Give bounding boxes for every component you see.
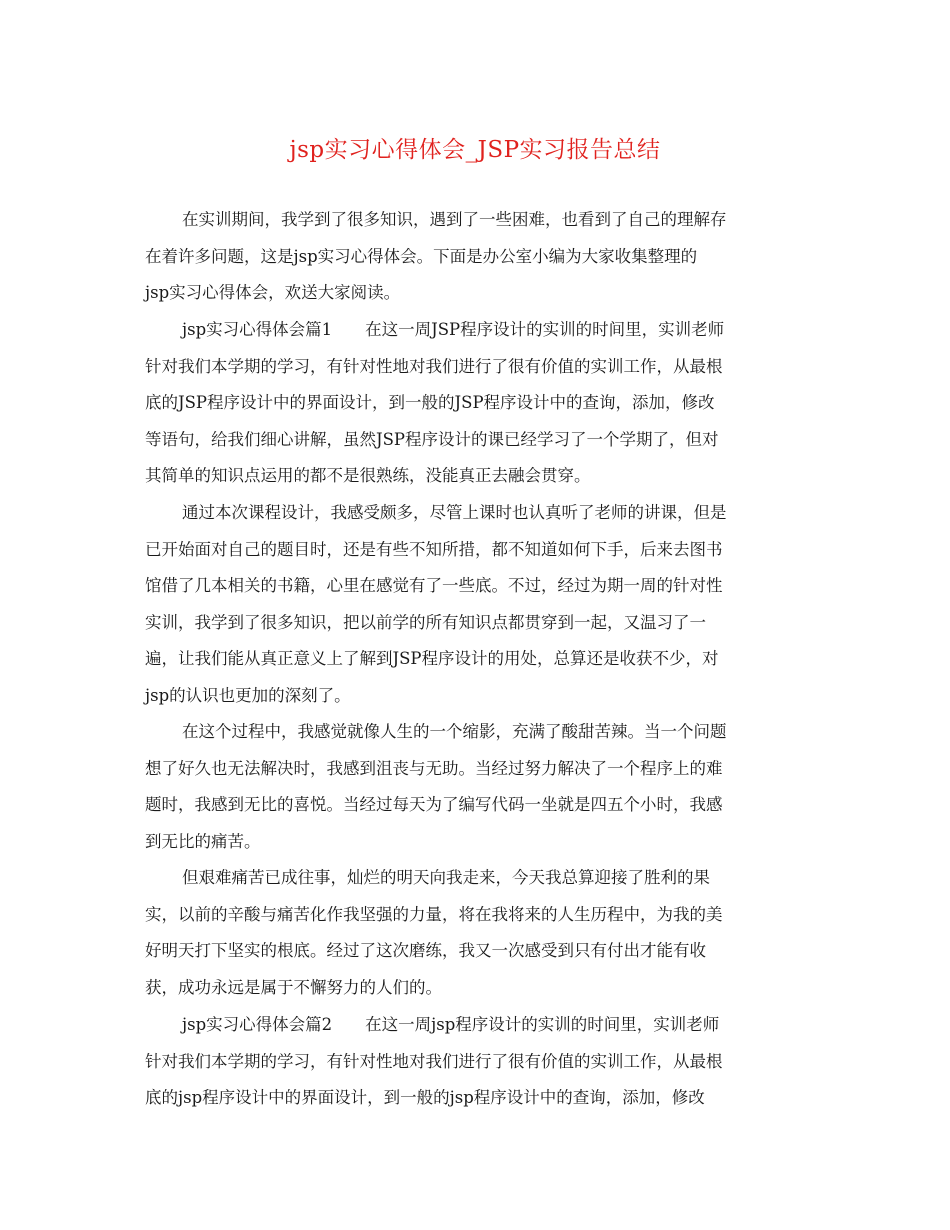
paragraph-article-1-intro bbox=[145, 312, 815, 495]
paragraph-article-2-intro bbox=[145, 1007, 815, 1117]
paragraph-line: 到无比的痛苦。 bbox=[145, 831, 261, 851]
paragraph-line: 已开始面对自己的题目时，还是有些不知所措，都不知道如何下手，后来去图书 bbox=[145, 539, 723, 559]
paragraph-line: 在实训期间，我学到了很多知识，遇到了一些困难，也看到了自己的理解存 bbox=[182, 210, 727, 229]
paragraph-line: 题时，我感到无比的喜悦。当经过每天为了编写代码一坐就是四五个小时，我感 bbox=[145, 795, 723, 815]
paragraph-line: 在这个过程中，我感觉就像人生的一个缩影，充满了酸甜苦辣。当一个问题 bbox=[182, 722, 727, 741]
paragraph-line: jsp的认识也更加的深刻了。 bbox=[145, 685, 351, 705]
document-title: jsp实习心得体会_JSP实习报告总结 bbox=[289, 137, 661, 163]
paragraph-line: 遍，让我们能从真正意义上了解到JSP程序设计的用处，总算还是收获不少，对 bbox=[145, 649, 719, 669]
paragraph-line: jsp实习心得体会篇2 在这一周jsp程序设计的实训的时间里，实训老师 bbox=[182, 1015, 720, 1034]
paragraph-line: 等语句，给我们细心讲解，虽然JSP程序设计的课已经学习了一个学期了，但对 bbox=[145, 429, 719, 449]
paragraph-line: 实，以前的辛酸与痛苦化作我坚强的力量，将在我将来的人生历程中，为我的美 bbox=[145, 904, 723, 924]
paragraph-line: 但艰难痛苦已成往事，灿烂的明天向我走来，今天我总算迎接了胜利的果 bbox=[182, 868, 710, 887]
paragraph-line: 好明天打下坚实的根底。经过了这次磨练，我又一次感受到只有付出才能有收 bbox=[145, 941, 706, 961]
paragraph-line: 底的jsp程序设计中的界面设计，到一般的jsp程序设计中的查询，添加，修改 bbox=[145, 1088, 705, 1108]
paragraph-line: jsp实习心得体会，欢送大家阅读。 bbox=[145, 283, 401, 303]
paragraph-line: 实训，我学到了很多知识，把以前学的所有知识点都贯穿到一起，又温习了一 bbox=[145, 612, 706, 632]
paragraph-line: 在着许多问题，这是jsp实习心得体会。下面是办公室小编为大家收集整理的 bbox=[145, 246, 698, 266]
paragraph-line: 想了好久也无法解决时，我感到沮丧与无助。当经过努力解决了一个程序上的难 bbox=[145, 758, 723, 778]
paragraph-line: 获，成功永远是属于不懈努力的人们的。 bbox=[145, 977, 442, 997]
paragraph-process bbox=[145, 714, 815, 860]
paragraph-reflection bbox=[145, 860, 815, 1006]
paragraph-line: 针对我们本学期的学习，有针对性地对我们进行了很有价值的实训工作，从最根 bbox=[145, 1051, 723, 1071]
paragraph-line: 底的JSP程序设计中的界面设计，到一般的JSP程序设计中的查询，添加，修改 bbox=[145, 393, 715, 413]
paragraph-line: 通过本次课程设计，我感受颇多，尽管上课时也认真听了老师的讲课，但是 bbox=[182, 503, 727, 522]
paragraph-line: 其简单的知识点运用的都不是很熟练，没能真正去融会贯穿。 bbox=[145, 466, 591, 486]
paragraph-line: 馆借了几本相关的书籍，心里在感觉有了一些底。不过，经过为期一周的针对性 bbox=[145, 576, 723, 596]
paragraph-line: 针对我们本学期的学习，有针对性地对我们进行了很有价值的实训工作，从最根 bbox=[145, 356, 723, 376]
paragraph-intro bbox=[145, 202, 815, 312]
paragraph-course-design bbox=[145, 495, 815, 715]
paragraph-line: jsp实习心得体会篇1 在这一周JSP程序设计的实训的时间里，实训老师 bbox=[182, 320, 725, 339]
